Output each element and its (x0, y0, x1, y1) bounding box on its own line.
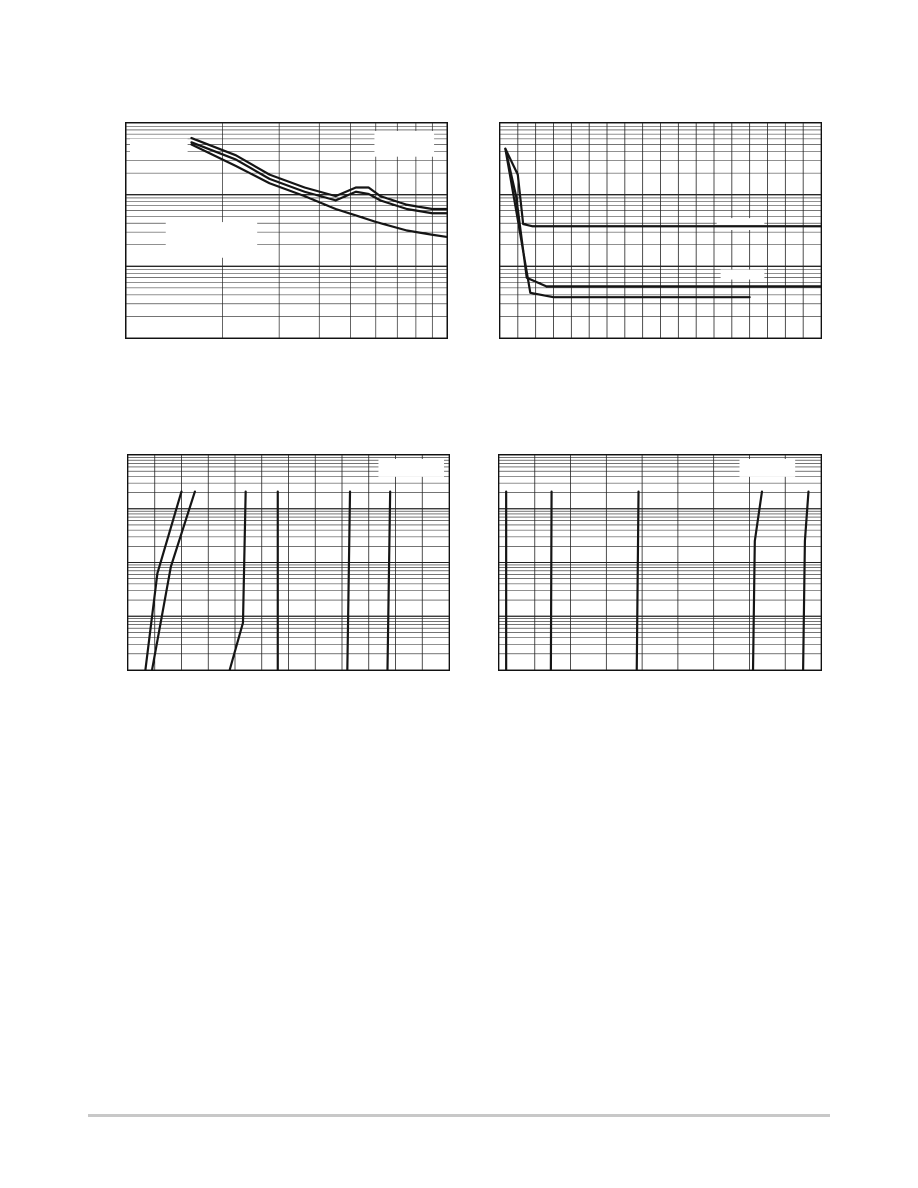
chart-panel-3 (127, 454, 450, 671)
series-line-3 (637, 492, 639, 670)
chart-3-plot (128, 455, 449, 670)
series-line-2 (505, 149, 821, 287)
grid-lines (499, 455, 821, 670)
label-box (374, 131, 434, 157)
label-box (378, 459, 444, 477)
label-box (717, 218, 765, 230)
chart-panel-1 (125, 122, 448, 339)
series-line-4 (753, 492, 762, 670)
grid-lines (500, 123, 821, 338)
label-box (721, 270, 765, 280)
grid-lines (128, 455, 449, 670)
series-line-5 (347, 492, 350, 670)
series-line-1 (145, 492, 181, 670)
series-line-5 (803, 492, 808, 670)
chart-panel-4 (498, 454, 822, 671)
chart-1-plot (126, 123, 447, 338)
chart-4-plot (499, 455, 821, 670)
chart-2-plot (500, 123, 821, 338)
label-box (130, 139, 188, 159)
series-line-6 (387, 492, 390, 670)
label-box (166, 222, 257, 258)
series-line-3 (230, 492, 246, 670)
label-box (740, 459, 796, 477)
series-line-2 (551, 492, 552, 670)
footer-rule (88, 1114, 830, 1117)
chart-panel-2 (499, 122, 822, 339)
